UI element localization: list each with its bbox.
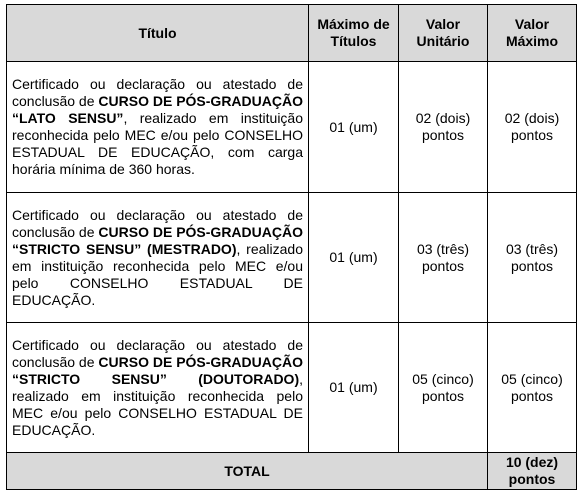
row-max-titulos: 01 (um) [309, 193, 399, 323]
scoring-table [6, 4, 577, 490]
table-row [7, 62, 577, 193]
row-valor-unitario: 05 (cinco) pontos [399, 323, 488, 453]
header-titulo: Título [7, 5, 309, 62]
header-maximo-titulos: Máximo de Títulos [309, 5, 399, 62]
row-description: Certificado ou declaração ou atestado de conclusão de CURSO DE PÓS-GRADUAÇÃO “STRICTO SENSU” (DOUTORADO), realizado em instituição reconhecida pelo MEC e/ou pelo CONSELHO ESTADUAL DE EDUCAÇÃO. [7, 323, 309, 453]
row-max-titulos: 01 (um) [309, 62, 399, 193]
row-valor-unitario: 02 (dois) pontos [399, 62, 488, 193]
table-row [7, 193, 577, 323]
row-description: Certificado ou declaração ou atestado de conclusão de CURSO DE PÓS-GRADUAÇÃO “STRICTO SENSU” (MESTRADO), realizado em instituição reconhecida pelo MEC e/ou pelo CONSELHO ESTADUAL DE EDUCAÇÃO. [7, 193, 309, 323]
row-description: Certificado ou declaração ou atestado de conclusão de CURSO DE PÓS-GRADUAÇÃO “LATO SENSU”, realizado em instituição reconhecida pelo MEC e/ou pelo CONSELHO ESTADUAL DE EDUCAÇÃO, com carga horária mínima de 360 horas. [7, 62, 309, 193]
header-valor-maximo: Valor Máximo [488, 5, 577, 62]
total-value: 10 (dez) pontos [488, 453, 577, 490]
header-row [7, 5, 577, 62]
row-valor-maximo: 03 (três) pontos [488, 193, 577, 323]
table-row [7, 323, 577, 453]
row-valor-unitario: 03 (três) pontos [399, 193, 488, 323]
row-max-titulos: 01 (um) [309, 323, 399, 453]
row-valor-maximo: 02 (dois) pontos [488, 62, 577, 193]
total-row [7, 453, 577, 490]
total-label: TOTAL [7, 453, 488, 490]
row-valor-maximo: 05 (cinco) pontos [488, 323, 577, 453]
header-valor-unitario: Valor Unitário [399, 5, 488, 62]
